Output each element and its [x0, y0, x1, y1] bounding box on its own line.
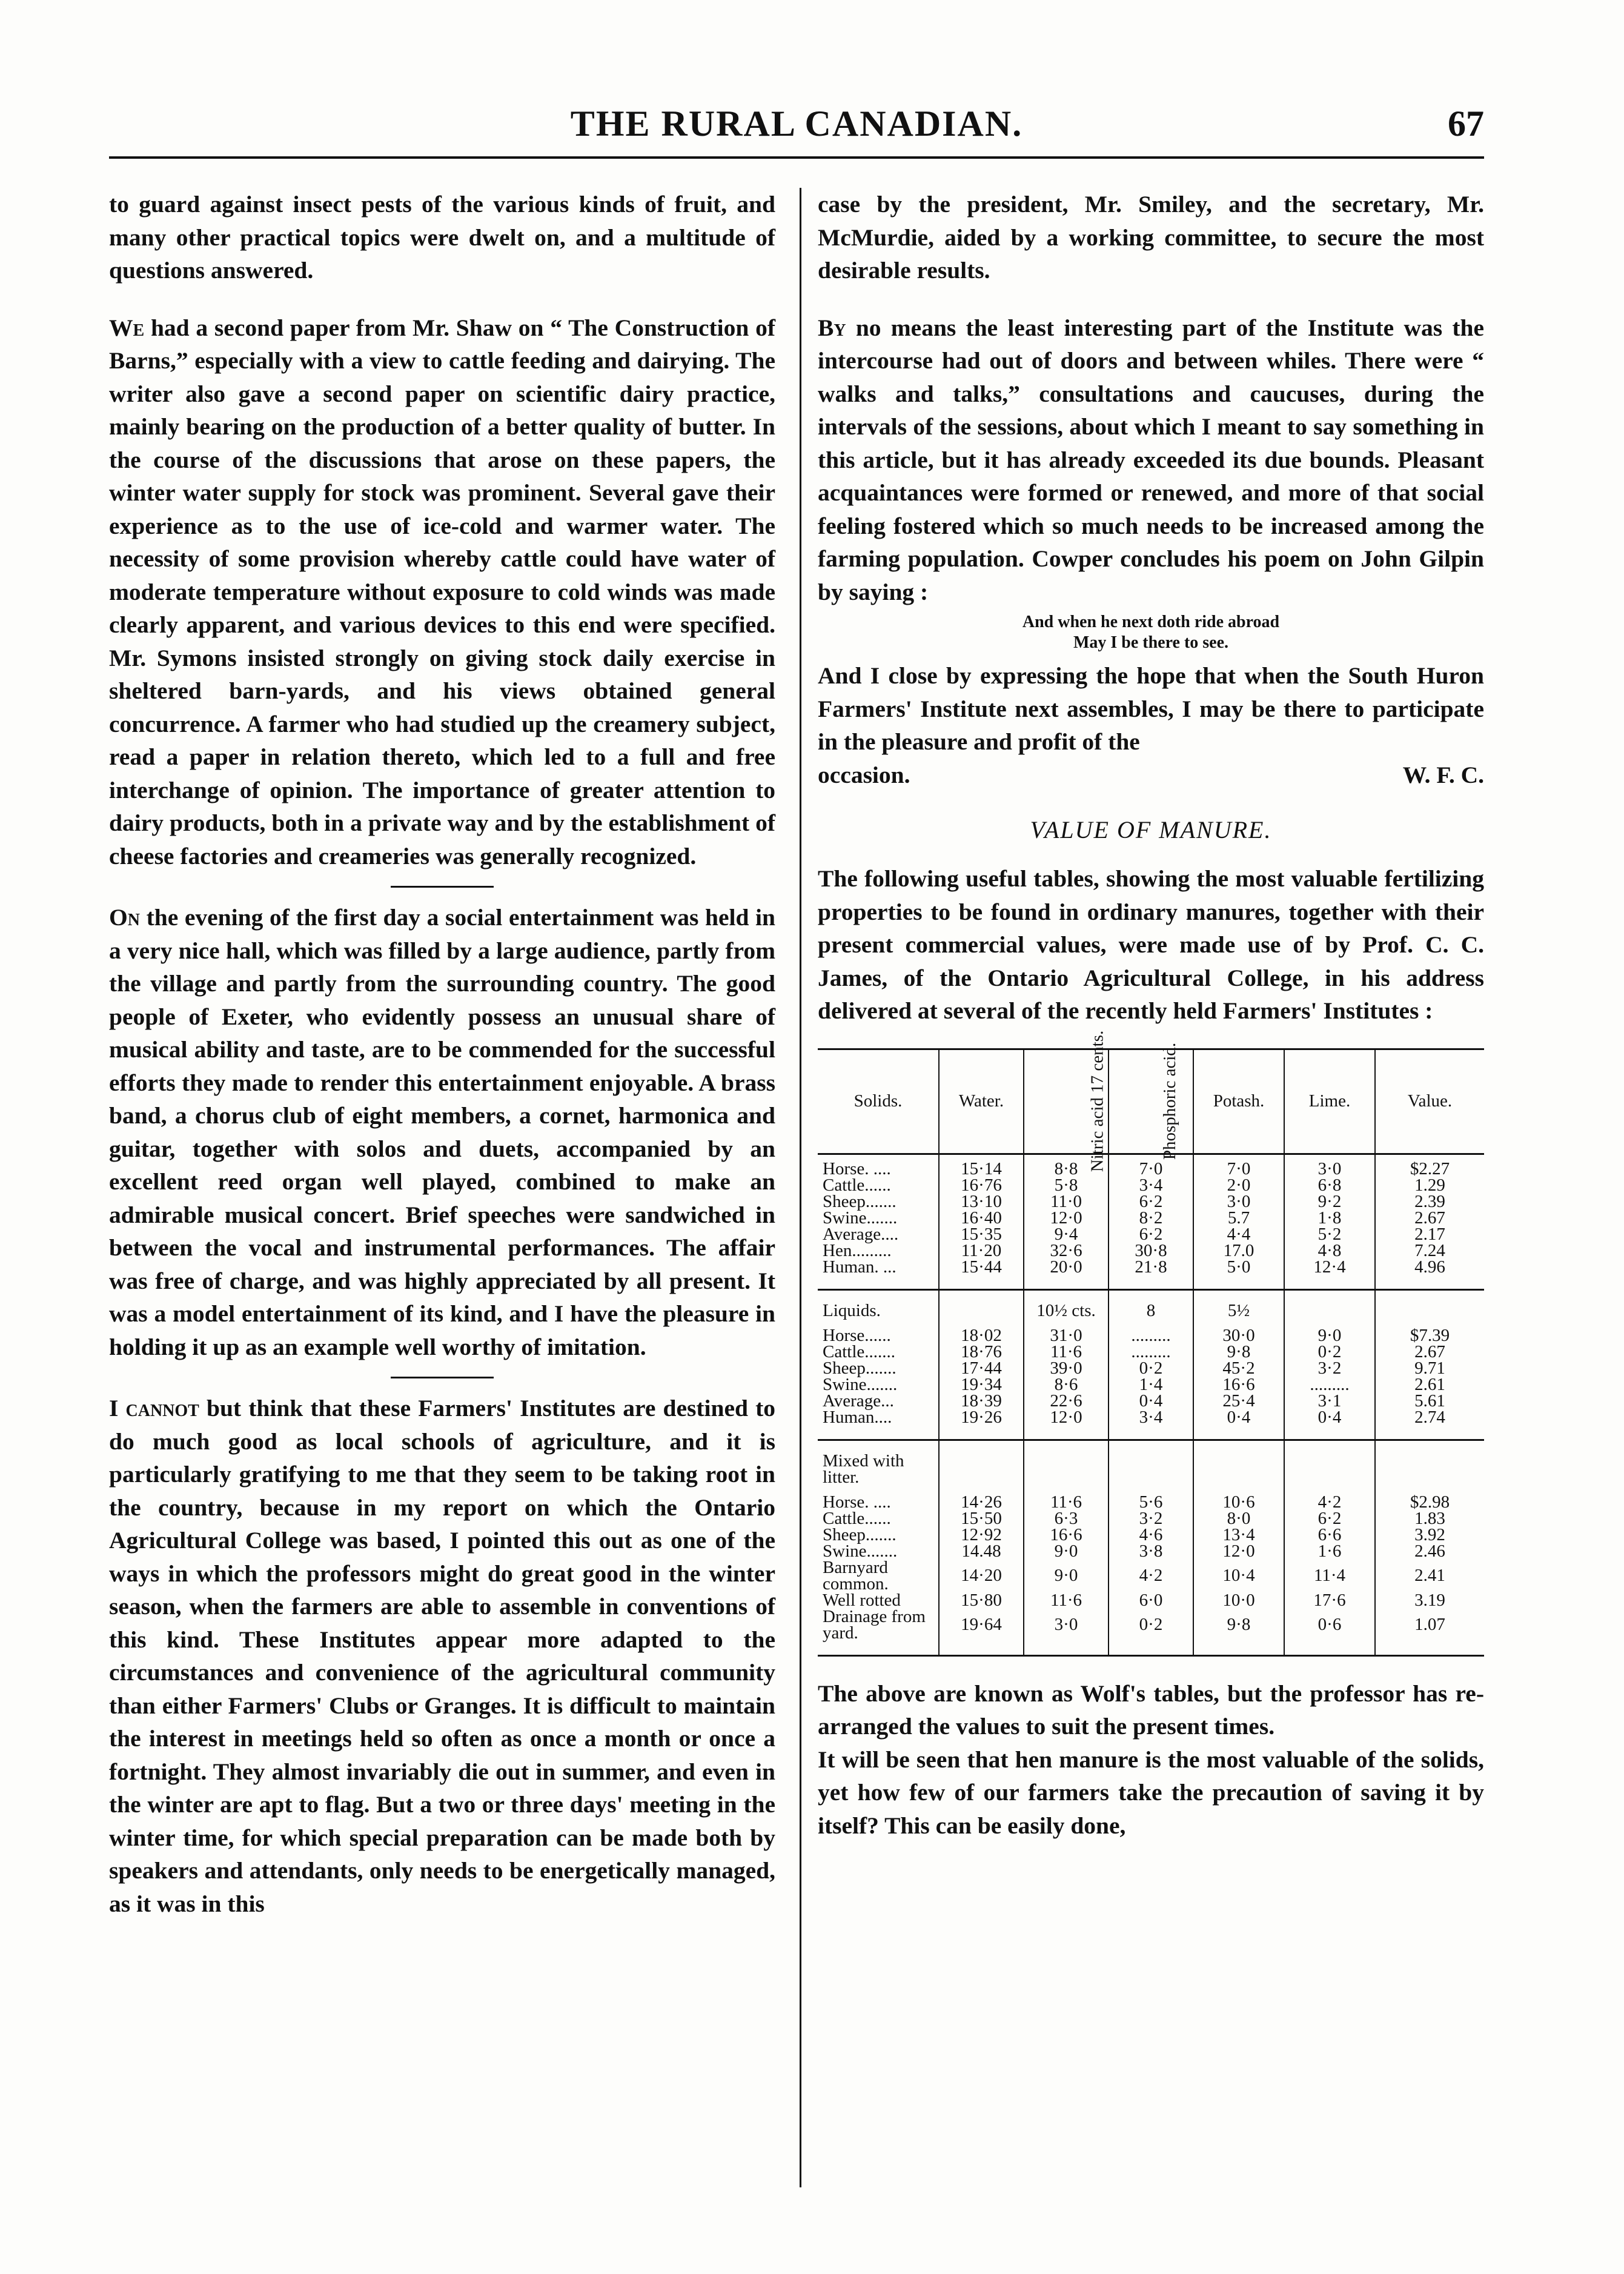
table-cell: 10½ cts.	[1024, 1289, 1109, 1328]
table-cell: 9·2	[1284, 1194, 1375, 1210]
header-text: Nitric acid 17 cents.	[1087, 1030, 1107, 1172]
header-cell: Solids.	[818, 1049, 939, 1154]
table-cell: 15·50	[939, 1511, 1024, 1527]
table-cell: 8·2	[1109, 1210, 1193, 1226]
table-cell: 3.92	[1375, 1527, 1484, 1543]
table-cell: 6·2	[1284, 1511, 1375, 1527]
verse-line: May I be there to see.	[1073, 633, 1229, 652]
table-cell: 9·4	[1024, 1226, 1109, 1243]
lead-word: On	[109, 904, 140, 931]
table-cell: 12·0	[1024, 1210, 1109, 1226]
paragraph-text: no means the least interesting part of the Institute was the intercourse had out of doors and between whiles. There were “ walks and talks,” consultations and caucuses, during the intervals of the sessions, about which I meant to say something in this article, but it has already exceeded its due bounds. Pleasant acquaintances were formed or renewed, and more of that social feeling fostered which so much needs to be increased among the farming population. Cowper concludes his poem on John Gilpin by saying :	[818, 314, 1484, 605]
table-cell: 17.0	[1193, 1243, 1284, 1259]
header-cell: Water.	[939, 1049, 1024, 1154]
table-cell: 0·4	[1193, 1409, 1284, 1440]
header-cell: Potash.	[1193, 1049, 1284, 1154]
table-cell: 3·4	[1109, 1177, 1193, 1194]
table-cell: .........	[1109, 1344, 1193, 1360]
table-cell: 9·0	[1024, 1543, 1109, 1560]
table-cell: $7.39	[1375, 1328, 1484, 1344]
table-cell: 19·26	[939, 1409, 1024, 1440]
table-cell: 16·6	[1193, 1377, 1284, 1393]
paragraph-end: occasion.	[818, 761, 910, 788]
row-label: Swine.......	[823, 1541, 898, 1561]
table-cell: 16·76	[939, 1177, 1024, 1194]
signature: W. F. C.	[1402, 761, 1484, 788]
paragraph	[109, 901, 775, 1363]
table-cell: 11·0	[1024, 1194, 1109, 1210]
mixed-section	[818, 1440, 1484, 1655]
table-cell	[939, 1440, 1024, 1494]
paragraph-text: the evening of the first day a social entertainment was held in a very nice hall, which was filled by a large audience, partly from the village and partly from the surrounding country. The good people of Exeter, who evidently possess an unusual share of musical ability and taste, are to be commended for the successful efforts they made to render this entertainment enjoyable. A brass band, a chorus club of eight members, a cornet, harmonica and guitar, together with solos and duets, accompanied by an excellent reed organ well played, combined to make an admirable musical concert. Brief speeches were sandwiched in between the vocal and instrumental performances. The affair was free of charge, and was highly appreciated by all present. It was a model entertainment of its kind, and I have the pleasure in holding it up as an example well worthy of imitation.	[109, 904, 775, 1360]
table-cell	[1284, 1289, 1375, 1328]
row-label: Average....	[823, 1224, 899, 1244]
row-label: Swine.......	[823, 1208, 898, 1228]
table-cell: 11·6	[1024, 1494, 1109, 1511]
table-row	[818, 1194, 1484, 1210]
table-row	[818, 1243, 1484, 1259]
table-cell: 5½	[1193, 1289, 1284, 1328]
table-cell: 12·0	[1024, 1409, 1109, 1440]
row-label: Sheep.......	[823, 1358, 897, 1378]
table-cell: 8·0	[1193, 1511, 1284, 1527]
table-cell	[1193, 1440, 1284, 1494]
table-cell: 9·8	[1193, 1344, 1284, 1360]
table-cell: 6·8	[1284, 1177, 1375, 1194]
table-row	[818, 1543, 1484, 1560]
table-cell: 15·44	[939, 1259, 1024, 1290]
table-cell: $2.98	[1375, 1494, 1484, 1511]
table-cell: 9·0	[1284, 1328, 1375, 1344]
table-cell: 7.24	[1375, 1243, 1484, 1259]
table-cell: 0·4	[1109, 1393, 1193, 1409]
header-cell: Lime.	[1284, 1049, 1375, 1154]
table-cell: 30·8	[1109, 1243, 1193, 1259]
table-cell: 17·44	[939, 1360, 1024, 1377]
table-cell: 2.67	[1375, 1344, 1484, 1360]
table-cell: 0·2	[1284, 1344, 1375, 1360]
lead-word: I cannot	[109, 1395, 199, 1421]
table-cell: 2.17	[1375, 1226, 1484, 1243]
row-label: Sheep.......	[823, 1191, 897, 1211]
table-row	[818, 1226, 1484, 1243]
table-cell: 1·4	[1109, 1377, 1193, 1393]
table-cell: 31·0	[1024, 1328, 1109, 1344]
table-cell: 2·0	[1193, 1177, 1284, 1194]
table-cell: 11·4	[1284, 1560, 1375, 1592]
table-row	[818, 1377, 1484, 1393]
table-cell: 9.71	[1375, 1360, 1484, 1377]
table-cell: 3·4	[1109, 1409, 1193, 1440]
table-cell: 9·0	[1024, 1560, 1109, 1592]
header-rule	[109, 156, 1484, 159]
table-cell: 16·40	[939, 1210, 1024, 1226]
table-row	[818, 1360, 1484, 1377]
table-cell: 1.83	[1375, 1511, 1484, 1527]
table-cell: 18·76	[939, 1344, 1024, 1360]
table-row	[818, 1409, 1484, 1440]
table-cell: 3·1	[1284, 1393, 1375, 1409]
table-cell: 4.96	[1375, 1259, 1484, 1290]
table-cell: 11·20	[939, 1243, 1024, 1259]
row-label: Mixed with litter.	[818, 1440, 939, 1494]
page-header	[109, 103, 1484, 145]
paragraph: The following useful tables, showing the most valuable fertilizing properties to be found in ordinary manures, together with their present commercial values, were made use of by Prof. C. C. James, of the Ontario Agricultural College, in his address delivered at several of the recently held Farmers' Institutes :	[818, 865, 1484, 1024]
table-cell: 14·20	[939, 1560, 1024, 1592]
table-cell: 1·6	[1284, 1543, 1375, 1560]
table-cell: 5.61	[1375, 1393, 1484, 1409]
table-cell: 2.46	[1375, 1543, 1484, 1560]
left-column	[109, 188, 775, 1920]
paragraph	[109, 311, 775, 873]
row-label: Horse. ....	[823, 1159, 891, 1179]
table-cell: 18·39	[939, 1393, 1024, 1409]
table-row	[818, 1393, 1484, 1409]
table-cell: 3·0	[1024, 1609, 1109, 1656]
table-cell: 3.19	[1375, 1592, 1484, 1609]
table-cell: 8·6	[1024, 1377, 1109, 1393]
table-cell: 10·4	[1193, 1560, 1284, 1592]
row-label: Drainage from yard.	[818, 1609, 939, 1656]
table-cell: 0·6	[1284, 1609, 1375, 1656]
table-cell: 6·2	[1109, 1226, 1193, 1243]
paragraph: The above are known as Wolf's tables, but the professor has re-arranged the values to suit the present times.	[818, 1680, 1484, 1740]
table-cell: 2.41	[1375, 1560, 1484, 1592]
table-row	[818, 1161, 1484, 1177]
table-cell: 8·8	[1024, 1161, 1109, 1177]
section-label-row	[818, 1289, 1484, 1328]
table-cell: 12·92	[939, 1527, 1024, 1543]
row-label: Human. ...	[823, 1257, 897, 1277]
table-cell: 6·0	[1109, 1592, 1193, 1609]
column-divider	[800, 188, 801, 2187]
table-row	[818, 1511, 1484, 1527]
table-cell: 8	[1109, 1289, 1193, 1328]
table-cell: 9·8	[1193, 1609, 1284, 1656]
table-cell: 19·64	[939, 1609, 1024, 1656]
table-cell: 45·2	[1193, 1360, 1284, 1377]
row-label: Well rotted	[823, 1590, 901, 1610]
header-text: Phosphoric acid.	[1160, 1042, 1180, 1160]
table-cell: 7·0	[1193, 1161, 1284, 1177]
table-cell: 7·0	[1109, 1161, 1193, 1177]
table-cell: 5·0	[1193, 1259, 1284, 1290]
table-cell	[939, 1289, 1024, 1328]
table-cell: 3·0	[1193, 1194, 1284, 1210]
table-cell: 11·6	[1024, 1344, 1109, 1360]
table-cell: 4·8	[1284, 1243, 1375, 1259]
table-cell: 3·2	[1284, 1360, 1375, 1377]
table-cell: 13·4	[1193, 1527, 1284, 1543]
table-row	[818, 1592, 1484, 1609]
table-cell: 3·0	[1284, 1161, 1375, 1177]
table-cell: 17·6	[1284, 1592, 1375, 1609]
paragraph-text: but think that these Farmers' Institutes are destined to do much good as local schools of agriculture, and it is particularly gratifying to me that they seem to be taking root in the country, because in my report on which the Ontario Agricultural College was based, I pointed this out as one of the ways in which the professors might do great good in the winter season, when the farmers are able to assemble in conventions of this kind. These Institutes appear more adapted to the circumstances and convenience of the agricultural community than either Farmers' Clubs or Granges. It is difficult to maintain the interest in meetings held so often as once a month or once a fortnight. They almost invariably die out in summer, and even in the winter are apt to flag. But a two or three days' meeting in the winter time, for which special preparation can be made both by speakers and attendants, only needs to be energetically managed, as it was in this	[109, 1395, 776, 1917]
table-cell	[1375, 1440, 1484, 1494]
table-cell: 15·80	[939, 1592, 1024, 1609]
table-cell	[1024, 1440, 1109, 1494]
table-cell: .........	[1284, 1377, 1375, 1393]
row-label: Cattle......	[823, 1508, 891, 1528]
table-row	[818, 1609, 1484, 1656]
row-label: Barnyard common.	[823, 1557, 889, 1594]
right-column	[818, 188, 1484, 1842]
row-label: Hen.........	[823, 1240, 892, 1260]
table-cell: 5·8	[1024, 1177, 1109, 1194]
table-cell	[1284, 1440, 1375, 1494]
table-cell: 0·2	[1109, 1609, 1193, 1656]
lead-word: We	[109, 314, 145, 341]
manure-table	[818, 1030, 1484, 1657]
row-label: Human....	[823, 1407, 892, 1427]
table-cell: 13·10	[939, 1194, 1024, 1210]
table-cell: 6·2	[1109, 1194, 1193, 1210]
table-cell: 2.61	[1375, 1377, 1484, 1393]
paragraph	[109, 1392, 775, 1920]
paragraph	[818, 311, 1484, 609]
table-cell: 2.74	[1375, 1409, 1484, 1440]
table-cell: 14·26	[939, 1494, 1024, 1511]
table-cell: 10·6	[1193, 1494, 1284, 1511]
table-cell: 1·8	[1284, 1210, 1375, 1226]
table-cell: 19·34	[939, 1377, 1024, 1393]
table-cell: 39·0	[1024, 1360, 1109, 1377]
table-cell: 5.7	[1193, 1210, 1284, 1226]
paragraph: It will be seen that hen manure is the most valuable of the solids, yet how few of our farmers take the precaution of saving it by itself? This can be easily done,	[818, 1746, 1484, 1839]
lead-word: By	[818, 314, 846, 341]
table-cell: 15·14	[939, 1161, 1024, 1177]
row-label: Cattle.......	[823, 1341, 896, 1361]
table-cell: 3·2	[1109, 1511, 1193, 1527]
table-cell: 0·2	[1109, 1360, 1193, 1377]
table-cell: 11·6	[1024, 1592, 1109, 1609]
table-cell: 5·6	[1109, 1494, 1193, 1511]
table-cell: 30·0	[1193, 1328, 1284, 1344]
table-cell: 6·3	[1024, 1511, 1109, 1527]
table-cell: 12·4	[1284, 1259, 1375, 1290]
table-row	[818, 1527, 1484, 1543]
section-rule	[391, 1377, 494, 1378]
header-cell	[1109, 1042, 1193, 1160]
table-cell: 1.07	[1375, 1609, 1484, 1656]
signature-line	[818, 759, 1484, 792]
table-row	[818, 1177, 1484, 1194]
row-label: Liquids.	[818, 1289, 939, 1328]
table-cell: 0·4	[1284, 1409, 1375, 1440]
table-cell: 15·35	[939, 1226, 1024, 1243]
table-cell: 22·6	[1024, 1393, 1109, 1409]
section-heading: VALUE OF MANURE.	[1030, 816, 1272, 843]
paragraph: to guard against insect pests of the various kinds of fruit, and many other practical topics were dwelt on, and a multitude of questions answered.	[109, 191, 775, 284]
table-cell: 2.39	[1375, 1194, 1484, 1210]
table-cell: 6·6	[1284, 1527, 1375, 1543]
row-label: Cattle......	[823, 1175, 891, 1195]
table-cell: 16·6	[1024, 1527, 1109, 1543]
solids-section	[818, 1154, 1484, 1289]
table-row	[818, 1210, 1484, 1226]
table-cell	[1375, 1289, 1484, 1328]
table-cell: $2.27	[1375, 1161, 1484, 1177]
table-cell: 4·2	[1284, 1494, 1375, 1511]
table-cell: 4·4	[1193, 1226, 1284, 1243]
table-cell: 25·4	[1193, 1393, 1284, 1409]
table-cell: 2.67	[1375, 1210, 1484, 1226]
section-label-row	[818, 1440, 1484, 1494]
table-cell: 3·8	[1109, 1543, 1193, 1560]
table-row	[818, 1560, 1484, 1592]
table-cell: 18·02	[939, 1328, 1024, 1344]
table-cell: 21·8	[1109, 1259, 1193, 1290]
row-label: Average...	[823, 1391, 894, 1411]
table-header-row	[818, 1049, 1484, 1154]
paragraph: case by the president, Mr. Smiley, and the secretary, Mr. McMurdie, aided by a working committee, to secure the most desirable results.	[818, 191, 1484, 284]
table-cell: .........	[1109, 1328, 1193, 1344]
table-cell: 14.48	[939, 1543, 1024, 1560]
table-cell: 12·0	[1193, 1543, 1284, 1560]
verse-line: And when he next doth ride abroad	[1022, 613, 1280, 631]
section-rule	[391, 886, 494, 888]
table-cell: 10·0	[1193, 1592, 1284, 1609]
table-row	[818, 1344, 1484, 1360]
table-row	[818, 1259, 1484, 1290]
table-row	[818, 1494, 1484, 1511]
row-label: Swine.......	[823, 1374, 898, 1394]
paragraph-text: had a second paper from Mr. Shaw on “ The Construction of Barns,” especially with a view to cattle feeding and dairying. The writer also gave a second paper on scientific dairy practice, mainly bearing on the production of a better quality of butter. In the course of the discussions that arose on these papers, the winter water supply for stock was prominent. Several gave their experience as to the use of ice-cold and warmer water. The necessity of some provision whereby cattle could have water of moderate temperature without exposure to cold winds was made clearly apparent, and various devices to this end were specified. Mr. Symons insisted strongly on giving stock daily exercise in sheltered barn-yards, and his views obtained general concurrence. A farmer who had studied up the creamery subject, read a paper in relation thereto, which led to a full and free interchange of opinion. The importance of greater attention to dairy products, both in a private way and by the establishment of cheese factories and creameries was generally recognized.	[109, 314, 775, 869]
header-cell: Value.	[1375, 1049, 1484, 1154]
table-cell: 4·6	[1109, 1527, 1193, 1543]
table-cell: 20·0	[1024, 1259, 1109, 1290]
table-cell: 4·2	[1109, 1560, 1193, 1592]
verse	[818, 612, 1484, 653]
row-label: Sheep.......	[823, 1524, 897, 1544]
table-row	[818, 1328, 1484, 1344]
table-cell: 5·2	[1284, 1226, 1375, 1243]
liquids-section	[818, 1289, 1484, 1440]
row-label: Horse......	[823, 1325, 891, 1345]
journal-title: THE RURAL CANADIAN.	[570, 104, 1023, 144]
table-cell: 1.29	[1375, 1177, 1484, 1194]
row-label: Horse. ....	[823, 1492, 891, 1512]
paragraph: And I close by expressing the hope that when the South Huron Farmers' Institute next assembles, I may be there to participate in the pleasure and profit of the	[818, 662, 1484, 755]
page-number: 67	[1448, 104, 1484, 144]
table-cell: 32·6	[1024, 1243, 1109, 1259]
table-cell	[1109, 1440, 1193, 1494]
